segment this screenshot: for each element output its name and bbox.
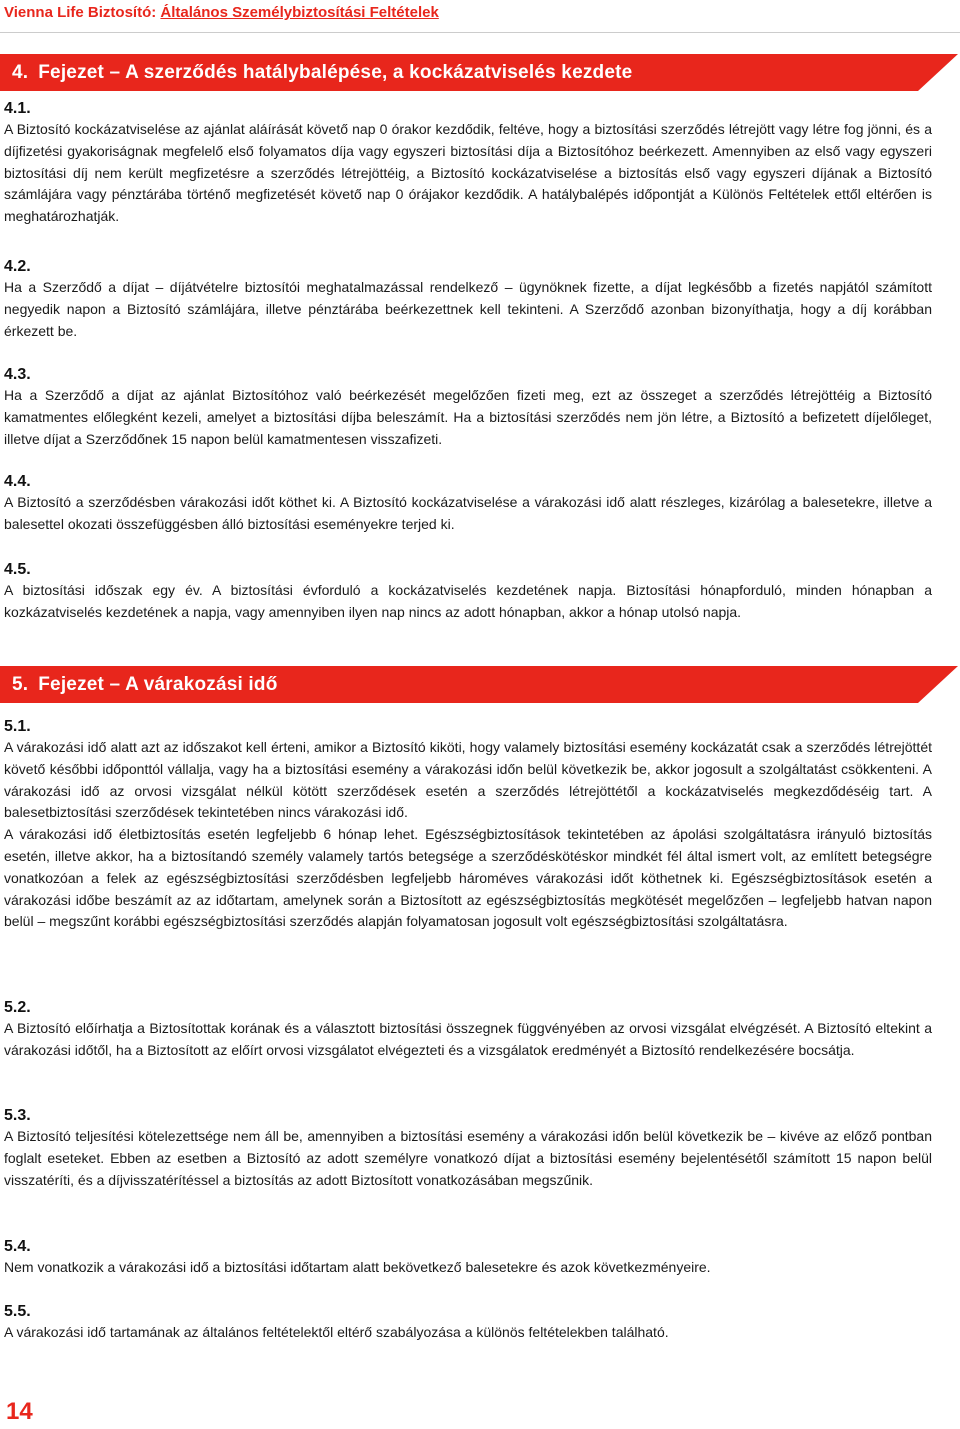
section-paragraph: Ha a Szerződő a díjat az ajánlat Biztosítóhoz való beérkezését megelőzően fizeti meg, ezt az összeget a szerződés létrejöttéig a Biztosító kamatmentes előlegként kezeli, amelyet a biztosítási díjba beleszámít. Ha a biztosítási szerződés nem jön létre, a Biztosító a befizetett díjelőleget, illetve díjat a Szerződőnek 15 napon belül kamatmentesen visszafizeti. xyxy=(4,387,932,447)
section-5-4 xyxy=(4,1237,932,1279)
section-heading: 5.5. xyxy=(4,1303,31,1320)
header-title: Általános Személybiztosítási Feltételek xyxy=(160,4,439,21)
section-paragraph: A várakozási idő tartamának az általános feltételektől eltérő szabályozása a különös feltételekben található. xyxy=(4,1324,669,1340)
section-4-2 xyxy=(4,257,932,342)
section-4-1 xyxy=(4,99,932,228)
section-paragraph: A biztosítási időszak egy év. A biztosítási évforduló a kockázatviselés kezdetének napja. Biztosítási hónapforduló, minden hónapban a kozkázatviselés kezdetének a napja, vagy amennyiben ilyen nap nincs az adott hónapban, akkor a hónap utolsó napja. xyxy=(4,582,932,620)
section-heading: 5.2. xyxy=(4,999,31,1016)
chapter-number: 5. xyxy=(12,674,29,695)
chapter-5-heading xyxy=(12,666,278,703)
section-4-4 xyxy=(4,472,932,536)
section-5-2 xyxy=(4,998,932,1062)
chapter-title: Fejezet – A szerződés hatálybalépése, a kockázatviselés kezdete xyxy=(38,62,633,83)
header-brand: Vienna Life Biztosító: xyxy=(4,4,157,21)
section-5-5 xyxy=(4,1302,932,1344)
chapter-title: Fejezet – A várakozási idő xyxy=(38,674,278,695)
section-heading: 4.5. xyxy=(4,561,31,578)
section-paragraph: A Biztosító a szerződésben várakozási időt köthet ki. A Biztosító kockázatviselése a várakozási idő alatt részleges, kizárólag a balesetekre, illetve a balesettel okozati összefüggésben álló biztosítási eseményekre terjed ki. xyxy=(4,494,932,532)
chapter-5-banner xyxy=(0,666,958,703)
section-heading: 5.3. xyxy=(4,1107,31,1124)
section-paragraph: A várakozási idő alatt azt az időszakot kell érteni, amikor a Biztosító kiköti, hogy valamely biztosítási esemény kockázatát csak a szerződés létrejöttét követő későbbi időponttól vállalja, vagy ha a biztosítási esemény a várakozási időn belül következik be, akkor jogosult a szolgáltatást csökkenteni. A várakozási idő az orvosi vizsgálat nélkül kötött szerződések esetén a szerződés létrejöttétől a kockázatviselés megkezdődéséig tart. A balesetbiztosítási szerződések tekintetében nincs várakozási idő. xyxy=(4,739,932,821)
header-rule xyxy=(0,32,960,33)
section-heading: 4.1. xyxy=(4,100,31,117)
section-4-5 xyxy=(4,560,932,624)
section-paragraph: A Biztosító előírhatja a Biztosítottak korának és a választott biztosítási összegnek függvényében az orvosi vizsgálat elvégzését. A Biztosító eltekint a várakozási időtől, ha a Biztosított az előírt orvosi vizsgálatot elvégezteti és a vizsgálatok eredményét a Biztosító rendelkezésére bocsátja. xyxy=(4,1020,932,1058)
section-heading: 5.1. xyxy=(4,718,31,735)
page-number: 14 xyxy=(6,1398,33,1425)
section-paragraph: Nem vonatkozik a várakozási idő a biztosítási időtartam alatt bekövetkező balesetekre és azok következményeire. xyxy=(4,1259,711,1275)
section-heading: 4.4. xyxy=(4,473,31,490)
running-header xyxy=(4,4,920,21)
chapter-4-heading xyxy=(12,54,632,91)
section-5-3 xyxy=(4,1106,932,1191)
section-heading: 4.2. xyxy=(4,258,31,275)
section-paragraph: A várakozási idő életbiztosítás esetén legfeljebb 6 hónap lehet. Egészségbiztosítások tekintetében az ápolási szolgáltatásra irányuló biztosítás esetén, illetve akkor, ha a biztosítandó személy valamely tartós betegsége a szerződéskötéskor mindkét fél által ismert volt, az említett betegségre vonatkozóan a felek az egészségbiztosítási szerződésben legfeljebb hároméves várakozási időt köthetnek ki. Egészségbiztosítások esetén a várakozási időbe beszámít az az időtartam, amelynek során a Biztosított az egészségbiztosítás megkötését megelőzően – legfeljebb hatvan napon belül – megszűnt korábbi egészségbiztosítási szerződés alapján folyamatosan jogosult volt egészségbiztosítási szolgáltatásra. xyxy=(4,826,932,930)
section-paragraph: A Biztosító teljesítési kötelezettsége nem áll be, amennyiben a biztosítási esemény a várakozási időn belül következik be – kivéve az előző pontban foglalt eseteket. Ebben az esetben a Biztosító az adott személyre vonatkozó díjat a biztosítási esemény bejelentésétől számított 15 napon belül visszatéríti, és a díjvisszatérítéssel a biztosítás az adott Biztosított vonatkozásában megszűnik. xyxy=(4,1128,932,1188)
section-paragraph: A Biztosító kockázatviselése az ajánlat aláírását követő nap 0 órakor kezdődik, feltéve, hogy a biztosítási szerződés létrejött vagy létre fog jönni, és a díjfizetési gyakoriságnak megfelelő első folyamatos díja vagy egyszeri biztosítási díja a Biztosítóhoz beérkezett. Amennyiben az első vagy egyszeri biztosítási díj nem került megfizetésre a szerződés létrejöttéig, a Biztosító kockázatviselése a biztosítás első vagy egyszeri díjának a Biztosító számlájára vagy pénztárába történő megfizetését követő nap 0 órájakor kezdődik. A hatálybalépés időpontját a Különös Feltételek ettől eltérően is meghatározhatják. xyxy=(4,121,932,225)
section-heading: 4.3. xyxy=(4,366,31,383)
section-4-3 xyxy=(4,365,932,450)
chapter-number: 4. xyxy=(12,62,29,83)
section-heading: 5.4. xyxy=(4,1238,31,1255)
section-5-1 xyxy=(4,717,932,933)
section-paragraph: Ha a Szerződő a díjat – díjátvételre biztosítói meghatalmazással rendelkező – ügynöknek fizette, a díjat legkésőbb a fizetés napjától számított negyedik napon a Biztosító számlájára, illetve pénztárába beérkezettnek kell tekinteni. A Szerződő azonban bizonyíthatja, hogy a díj korábban érkezett be. xyxy=(4,279,932,339)
chapter-4-banner xyxy=(0,54,958,91)
